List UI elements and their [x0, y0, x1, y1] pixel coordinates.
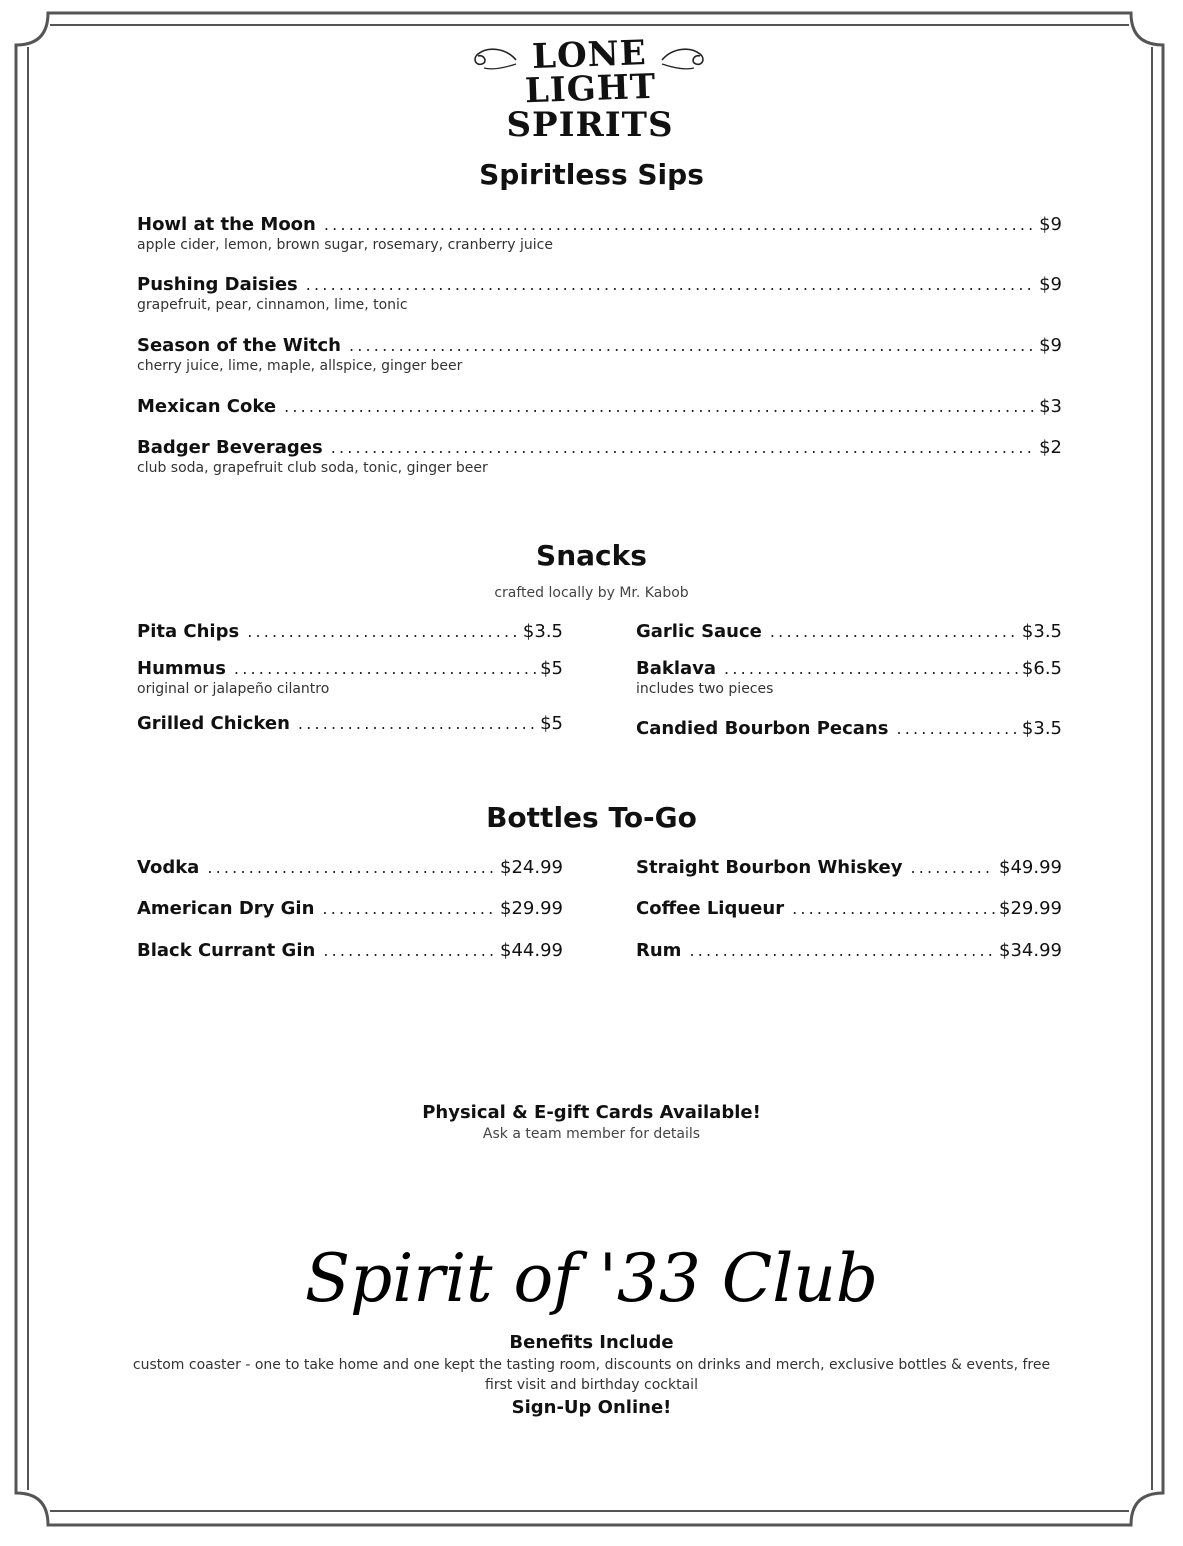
item-name: Pushing Daisies: [137, 274, 298, 295]
item-name: American Dry Gin: [137, 898, 315, 919]
dot-leader: [306, 275, 1035, 295]
item-price: $5: [540, 713, 563, 734]
item-name: Candied Bourbon Pecans: [636, 718, 889, 739]
menu-item: [636, 658, 1062, 697]
item-name: Grilled Chicken: [137, 713, 290, 734]
menu-item: [636, 621, 1062, 642]
item-price: $2: [1039, 437, 1062, 458]
dot-leader: [247, 622, 519, 642]
item-name: Badger Beverages: [137, 437, 323, 458]
section-subtitle-snacks: crafted locally by Mr. Kabob: [494, 585, 689, 601]
item-name: Black Currant Gin: [137, 940, 316, 961]
item-price: $3.5: [522, 621, 563, 642]
item-description: cherry juice, lime, maple, allspice, ginger beer: [137, 358, 463, 374]
dot-leader: [724, 659, 1018, 679]
menu-item: [636, 718, 1062, 739]
item-name: Rum: [636, 940, 682, 961]
dot-leader: [323, 941, 496, 961]
item-price: $3.5: [1021, 621, 1062, 642]
menu-item: [137, 396, 1062, 417]
dot-leader: [910, 858, 995, 878]
item-price: $3: [1039, 396, 1062, 417]
dot-leader: [770, 622, 1018, 642]
item-price: $29.99: [500, 898, 563, 919]
item-price: $44.99: [500, 940, 563, 961]
menu-item: [636, 898, 1062, 919]
menu-item: [137, 621, 563, 642]
menu-item: [137, 335, 1062, 374]
dot-leader: [331, 438, 1035, 458]
item-price: $9: [1039, 274, 1062, 295]
logo-line-2: SPIRITS: [506, 105, 674, 145]
item-name: Baklava: [636, 658, 717, 679]
item-name: Hummus: [137, 658, 226, 679]
gift-card-subtitle: Ask a team member for details: [482, 1126, 701, 1142]
club-title: Spirit of '33 Club: [304, 1240, 879, 1317]
item-description: grapefruit, pear, cinnamon, lime, tonic: [137, 297, 408, 313]
dot-leader: [284, 397, 1035, 417]
menu-item: [137, 214, 1062, 253]
item-price: $29.99: [999, 898, 1062, 919]
gift-card-title: Physical & E-gift Cards Available!: [422, 1102, 761, 1123]
benefits-text: custom coaster - one to take home and one kept the tasting room, discounts on drinks and merch, exclusive bottles & events, free first visit and birthday cocktail: [132, 1357, 1051, 1393]
item-name: Coffee Liqueur: [636, 898, 785, 919]
menu-item: [137, 713, 563, 734]
signup-link[interactable]: Sign-Up Online!: [511, 1397, 672, 1418]
logo-line-1: LONE LIGHT: [524, 33, 657, 112]
item-name: Mexican Coke: [137, 396, 277, 417]
menu-item: [137, 857, 563, 878]
item-price: $5: [540, 658, 563, 679]
item-price: $9: [1039, 214, 1062, 235]
section-title-spiritless-sips: Spiritless Sips: [479, 158, 704, 191]
menu-item: [636, 857, 1062, 878]
item-name: Vodka: [137, 857, 200, 878]
menu-item: [137, 940, 563, 961]
right-flourish-icon: [660, 40, 710, 70]
menu-item: [636, 940, 1062, 961]
dot-leader: [234, 659, 536, 679]
item-name: Straight Bourbon Whiskey: [636, 857, 903, 878]
item-price: $6.5: [1021, 658, 1062, 679]
item-price: $9: [1039, 335, 1062, 356]
section-title-bottles: Bottles To-Go: [486, 801, 697, 834]
item-description: includes two pieces: [636, 681, 774, 697]
item-name: Garlic Sauce: [636, 621, 762, 642]
left-flourish-icon: [468, 40, 518, 70]
dot-leader: [207, 858, 496, 878]
item-name: Pita Chips: [137, 621, 240, 642]
item-price: $34.99: [999, 940, 1062, 961]
item-description: club soda, grapefruit club soda, tonic, ginger beer: [137, 460, 488, 476]
dot-leader: [298, 714, 536, 734]
dot-leader: [792, 899, 995, 919]
menu-item: [137, 658, 563, 697]
item-price: $3.5: [1021, 718, 1062, 739]
item-description: original or jalapeño cilantro: [137, 681, 330, 697]
section-title-snacks: Snacks: [536, 539, 647, 572]
menu-item: [137, 898, 563, 919]
dot-leader: [349, 336, 1035, 356]
item-description: apple cider, lemon, brown sugar, rosemary, cranberry juice: [137, 237, 553, 253]
item-price: $49.99: [999, 857, 1062, 878]
menu-item: [137, 274, 1062, 313]
item-price: $24.99: [500, 857, 563, 878]
dot-leader: [324, 215, 1035, 235]
benefits-title: Benefits Include: [509, 1332, 674, 1353]
menu-item: [137, 437, 1062, 476]
dot-leader: [322, 899, 496, 919]
dot-leader: [896, 719, 1017, 739]
item-name: Season of the Witch: [137, 335, 341, 356]
dot-leader: [689, 941, 995, 961]
item-name: Howl at the Moon: [137, 214, 316, 235]
